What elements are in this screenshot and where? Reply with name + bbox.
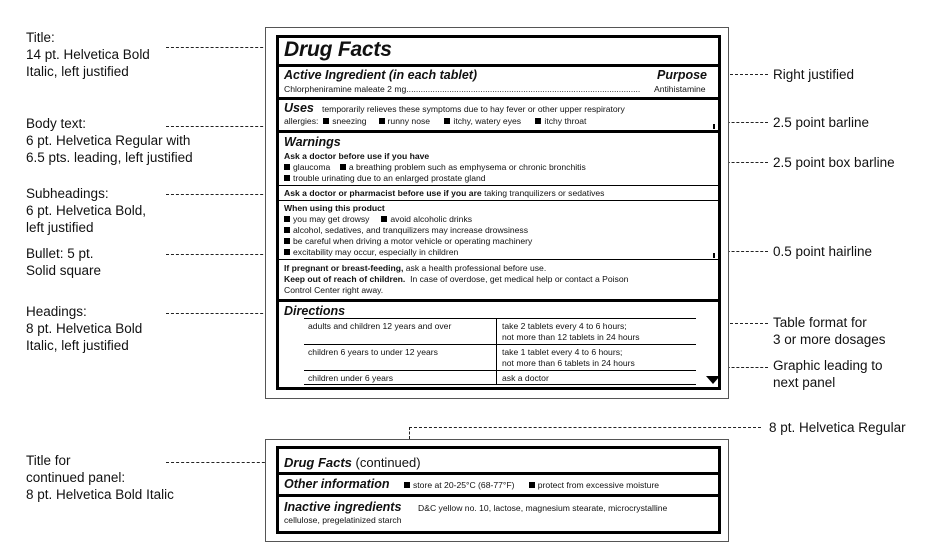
annotation-line: Body text: <box>26 116 87 131</box>
title-barline <box>279 64 718 67</box>
directions-dose: ask a doctor <box>502 373 549 383</box>
inactive-ingredients-text: D&C yellow no. 10, lactose, magnesium stearate, microcrystalline <box>418 503 668 513</box>
leader-dots: .................................................................................................. <box>406 84 641 94</box>
bullet-square-icon <box>284 216 290 222</box>
bullet-square-icon <box>535 118 541 124</box>
uses-item: runny nose <box>387 116 431 126</box>
bullet-square-icon <box>323 118 329 124</box>
when-using-item: avoid alcoholic drinks <box>390 214 473 224</box>
ask-doctor-line2 <box>284 173 486 184</box>
annotation-line: continued panel: <box>26 470 126 485</box>
leader-bullet <box>166 254 278 255</box>
warnings-heading: Warnings <box>284 135 341 149</box>
annotation-line: 8 pt. Helvetica Bold <box>26 321 143 336</box>
when-using-item: be careful when driving a motor vehicle or operating machinery <box>293 236 533 246</box>
annotation-line: 6 pt. Helvetica Bold, <box>26 203 147 218</box>
annotation-line: next panel <box>773 375 836 390</box>
leader-regular-8pt <box>409 427 761 428</box>
keep-out-text-2: Control Center right away. <box>284 285 384 295</box>
bullet-square-icon <box>284 249 290 255</box>
annotation-line: Title for <box>26 453 71 468</box>
annotation-line: Table format for <box>773 315 867 330</box>
continued-title <box>284 456 421 470</box>
annotation-line: 14 pt. Helvetica Bold <box>26 47 150 62</box>
annotation-line: Subheadings: <box>26 186 109 201</box>
pregnant-subheading: If pregnant or breast-feeding, <box>284 263 404 273</box>
ask-doctor-item: trouble urinating due to an enlarged prostate gland <box>293 173 486 183</box>
active-ingredient-name: Chlorpheniramine maleate 2 mg <box>284 84 407 94</box>
keep-out-subheading: Keep out of reach of children. <box>284 274 406 284</box>
bullet-square-icon <box>284 175 290 181</box>
annotation-line: 8 pt. Helvetica Bold Italic <box>26 487 174 502</box>
barline-marker <box>713 124 715 129</box>
ask-doctor-subheading: Ask a doctor before use if you have <box>284 151 430 161</box>
ask-pharmacist-subheading: Ask a doctor or pharmacist before use if you are <box>284 188 482 198</box>
table-row-line <box>304 344 696 345</box>
directions-who: children 6 years to under 12 years <box>308 347 438 357</box>
table-top-line <box>304 318 696 319</box>
bullet-square-icon <box>284 238 290 244</box>
annotation-graphic-leading <box>773 357 883 391</box>
purpose-heading: Purpose <box>657 68 708 82</box>
inactive-ingredients-text-2: cellulose, pregelatinized starch <box>284 515 402 525</box>
annotation-regular-8pt: 8 pt. Helvetica Regular <box>769 420 906 435</box>
uses-heading: Uses <box>284 101 314 115</box>
annotation-subheadings <box>26 185 146 236</box>
annotation-continued-title <box>26 452 174 503</box>
hairline <box>279 259 718 260</box>
uses-barline <box>279 130 718 133</box>
leader-headings <box>166 313 278 314</box>
annotation-bullet <box>26 245 101 279</box>
ask-doctor-item: a breathing problem such as emphysema or chronic bronchitis <box>348 162 586 172</box>
bullet-square-icon <box>340 164 346 170</box>
annotation-body-text <box>26 115 193 166</box>
continued-barline <box>279 472 718 475</box>
when-using-subheading: When using this product <box>284 203 385 213</box>
annotation-title <box>26 29 150 80</box>
annotation-line: Solid square <box>26 263 102 278</box>
warnings-barline <box>279 299 718 302</box>
annotation-line: Graphic leading to <box>773 358 883 373</box>
when-using-item: alcohol, sedatives, and tranquilizers may increase drowsiness <box>293 225 529 235</box>
hairline-marker <box>713 253 715 258</box>
pregnant-line <box>284 263 546 274</box>
when-using-row1 <box>284 214 472 225</box>
when-using-row2 <box>284 225 528 236</box>
pregnant-text: ask a health professional before use. <box>405 263 547 273</box>
leader-body-text <box>166 126 278 127</box>
leader-title <box>166 47 278 48</box>
annotation-line: 3 or more dosages <box>773 332 886 347</box>
directions-who: adults and children 12 years and over <box>308 321 452 331</box>
table-row-line <box>304 370 696 371</box>
directions-dose: not more than 12 tablets in 24 hours <box>502 332 640 342</box>
annotation-line: Headings: <box>26 304 87 319</box>
bullet-square-icon <box>381 216 387 222</box>
inactive-ingredients-heading: Inactive ingredients <box>284 500 402 514</box>
annotation-line: 6.5 pts. leading, left justified <box>26 150 193 165</box>
bullet-square-icon <box>529 482 535 488</box>
annotation-right-justified: Right justified <box>773 67 855 82</box>
annotation-line: 6 pt. Helvetica Regular with <box>26 133 191 148</box>
annotation-line: Bullet: 5 pt. <box>26 246 94 261</box>
hairline <box>279 200 718 201</box>
when-using-item: you may get drowsy <box>293 214 370 224</box>
bullet-square-icon <box>404 482 410 488</box>
bullet-square-icon <box>284 227 290 233</box>
other-barline <box>279 494 718 497</box>
uses-allergies-label: allergies: <box>284 116 319 126</box>
when-using-row4 <box>284 247 458 258</box>
continued-title-main: Drug Facts <box>284 455 352 470</box>
other-information-item: protect from excessive moisture <box>537 480 660 490</box>
continue-arrow-icon <box>706 376 720 384</box>
directions-dose: not more than 6 tablets in 24 hours <box>502 358 635 368</box>
other-information-heading: Other information <box>284 477 390 491</box>
ask-pharmacist-text: taking tranquilizers or sedatives <box>484 188 605 198</box>
directions-who: children under 6 years <box>308 373 394 383</box>
annotation-line: Italic, left justified <box>26 338 129 353</box>
keep-out-text: In case of overdose, get medical help or contact a Poison <box>410 274 629 284</box>
ask-doctor-line1 <box>284 162 586 173</box>
annotation-table-format <box>773 314 886 348</box>
annotation-barline: 2.5 point barline <box>773 115 870 130</box>
directions-heading: Directions <box>284 304 346 318</box>
ask-pharmacist-line <box>284 188 604 199</box>
drug-facts-title: Drug Facts <box>284 38 392 61</box>
annotation-line: Italic, left justified <box>26 64 129 79</box>
active-barline <box>279 97 718 100</box>
leader-subheadings <box>166 194 278 195</box>
directions-dose: take 1 tablet every 4 to 6 hours; <box>502 347 623 357</box>
table-bottom-line <box>304 384 696 385</box>
annotation-box-barline: 2.5 point box barline <box>773 155 895 170</box>
continued-title-suffix: (continued) <box>355 455 421 470</box>
uses-item: sneezing <box>332 116 367 126</box>
annotation-line: Title: <box>26 30 55 45</box>
bullet-square-icon <box>379 118 385 124</box>
other-information-item: store at 20-25°C (68-77°F) <box>413 480 515 490</box>
bullet-square-icon <box>284 164 290 170</box>
active-ingredient-heading: Active Ingredient (in each tablet) <box>284 68 478 82</box>
ask-doctor-item: glaucoma <box>293 162 331 172</box>
annotation-hairline: 0.5 point hairline <box>773 244 873 259</box>
annotation-line: left justified <box>26 220 94 235</box>
annotation-headings <box>26 303 142 354</box>
uses-text: temporarily relieves these symptoms due to hay fever or other upper respiratory <box>322 104 625 114</box>
when-using-row3 <box>284 236 532 247</box>
other-information-line <box>404 480 659 491</box>
when-using-item: excitability may occur, especially in children <box>293 247 459 257</box>
purpose-value: Antihistamine <box>654 84 706 94</box>
leader-continued-title <box>166 462 280 463</box>
keep-out-line <box>284 274 628 285</box>
table-column-divider <box>496 318 497 384</box>
uses-allergies-line <box>284 116 586 127</box>
uses-item: itchy throat <box>544 116 587 126</box>
leader-regular-8pt-drop <box>409 427 410 439</box>
hairline <box>279 185 718 186</box>
bullet-square-icon <box>444 118 450 124</box>
uses-item: itchy, watery eyes <box>453 116 522 126</box>
directions-dose: take 2 tablets every 4 to 6 hours; <box>502 321 627 331</box>
